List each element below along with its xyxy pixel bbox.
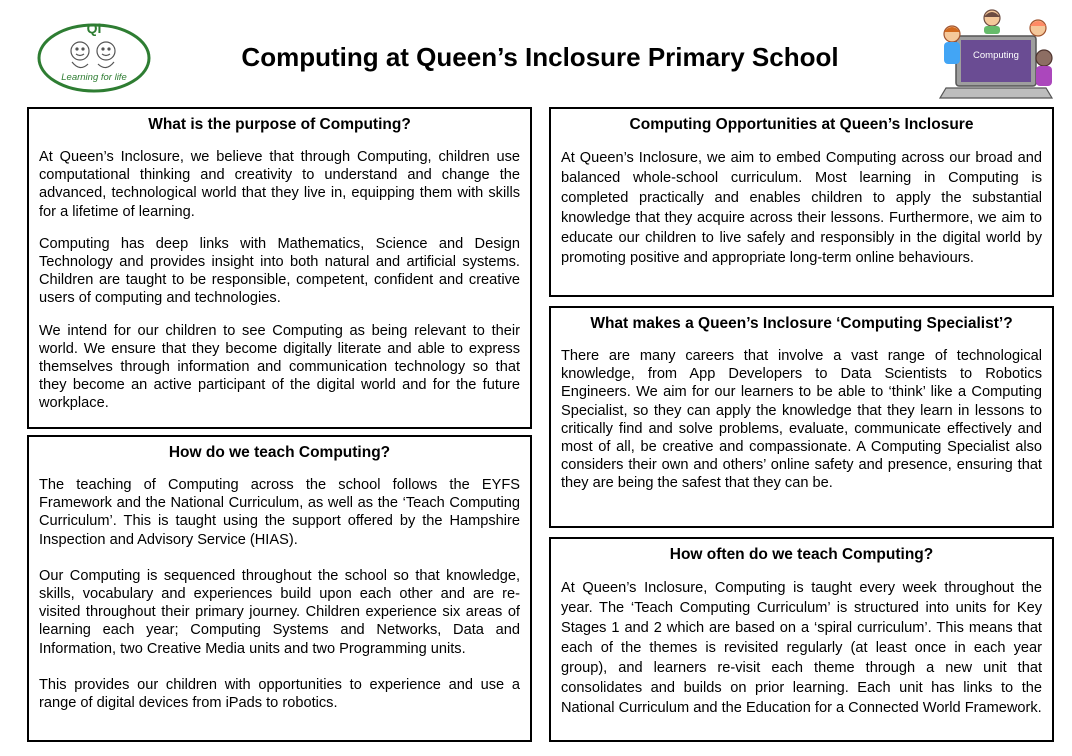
teach-section <box>27 435 532 742</box>
laptop-screen-text: Computing <box>973 50 1019 61</box>
opportunities-heading: Computing Opportunities at Queen’s Inclosure <box>629 116 974 133</box>
teach-paragraph: Our Computing is sequenced throughout the school so that knowledge, skills, vocabulary and experiences build upon each other and are re-visited throughout their primary journey. Children experience six areas of learning each year; Computing Systems and Networks, Data and Information, two Creative Media units and two Programming units. <box>39 567 520 657</box>
purpose-section <box>27 107 532 429</box>
frequency-heading: How often do we teach Computing? <box>669 546 934 563</box>
purpose-paragraph: Computing has deep links with Mathematics, Science and Design Technology and provides insight into both natural and artificial systems. Children are taught to be responsible, competent, confident and creative users of computing and technologies. <box>39 235 520 307</box>
purpose-heading: What is the purpose of Computing? <box>148 116 411 133</box>
teach-paragraph: This provides our children with opportunities to experience and use a range of digital devices from iPads to robotics. <box>39 676 520 712</box>
teach-paragraph: The teaching of Computing across the school follows the EYFS Framework and the National Curriculum, as well as the ‘Teach Computing Curriculum’. This is taught using the support offered by the Hampshire Inspection and Advisory Service (HIAS). <box>39 477 520 548</box>
specialist-section <box>549 306 1054 528</box>
purpose-paragraph: At Queen’s Inclosure, we believe that through Computing, children use computational thinking and creativity to understand and change the advanced, technological world that they live in, equipping them with skills for a lifetime of learning. <box>39 149 520 220</box>
logo-initials: QI <box>86 20 102 36</box>
specialist-heading: What makes a Queen’s Inclosure ‘Computing Specialist’? <box>590 315 1013 332</box>
specialist-paragraph: There are many careers that involve a vast range of technological knowledge, from App Developers to Data Scientists to Robotics Engineers. We aim for our learners to be able to ‘think’ like a Computing Specialist, so they can apply the knowledge that they learn in lessons to critically find and solve problems, evaluate, communicate effectively and most of all, be creative and compassionate. A Computing Specialist also considers their own and others’ online safety and presence, ensuring that they are being the safest that they can be. <box>561 348 1042 492</box>
kids-laptop-illustration <box>934 8 1060 104</box>
page-title: Computing at Queen’s Inclosure Primary School <box>241 42 839 72</box>
frequency-section <box>549 537 1054 742</box>
school-logo <box>36 18 152 94</box>
purpose-paragraph: We intend for our children to see Computing as being relevant to their world. We ensure that they become digitally literate and able to express themselves through information and communication technology so that they become an active participant of the digital world and for the future workplace. <box>39 322 520 412</box>
frequency-paragraph: At Queen’s Inclosure, Computing is taught every week throughout the year. The ‘Teach Computing Curriculum’ is structured into units for Key Stages 1 and 2 which are based on a ‘spiral curriculum’. This means that each of the themes is revisited regularly (at least once in each year group), and learners re-visit each theme through a new unit that consolidates and builds on prior learning. Each unit has links to the National Curriculum and the Education for a Connected World Framework. <box>561 580 1042 716</box>
teach-heading: How do we teach Computing? <box>168 444 391 461</box>
opportunities-paragraph: At Queen’s Inclosure, we aim to embed Computing across our broad and balanced whole-school curriculum. Most learning in Computing is completed practically and enables children to apply the substantial knowledge that they acquire across their lessons. Furthermore, we aim to educate our children to live safely and responsibly in the digital world by promoting positive and appropriate long-term online behaviours. <box>561 150 1042 266</box>
opportunities-section <box>549 107 1054 297</box>
logo-tagline: Learning for life <box>61 72 127 83</box>
